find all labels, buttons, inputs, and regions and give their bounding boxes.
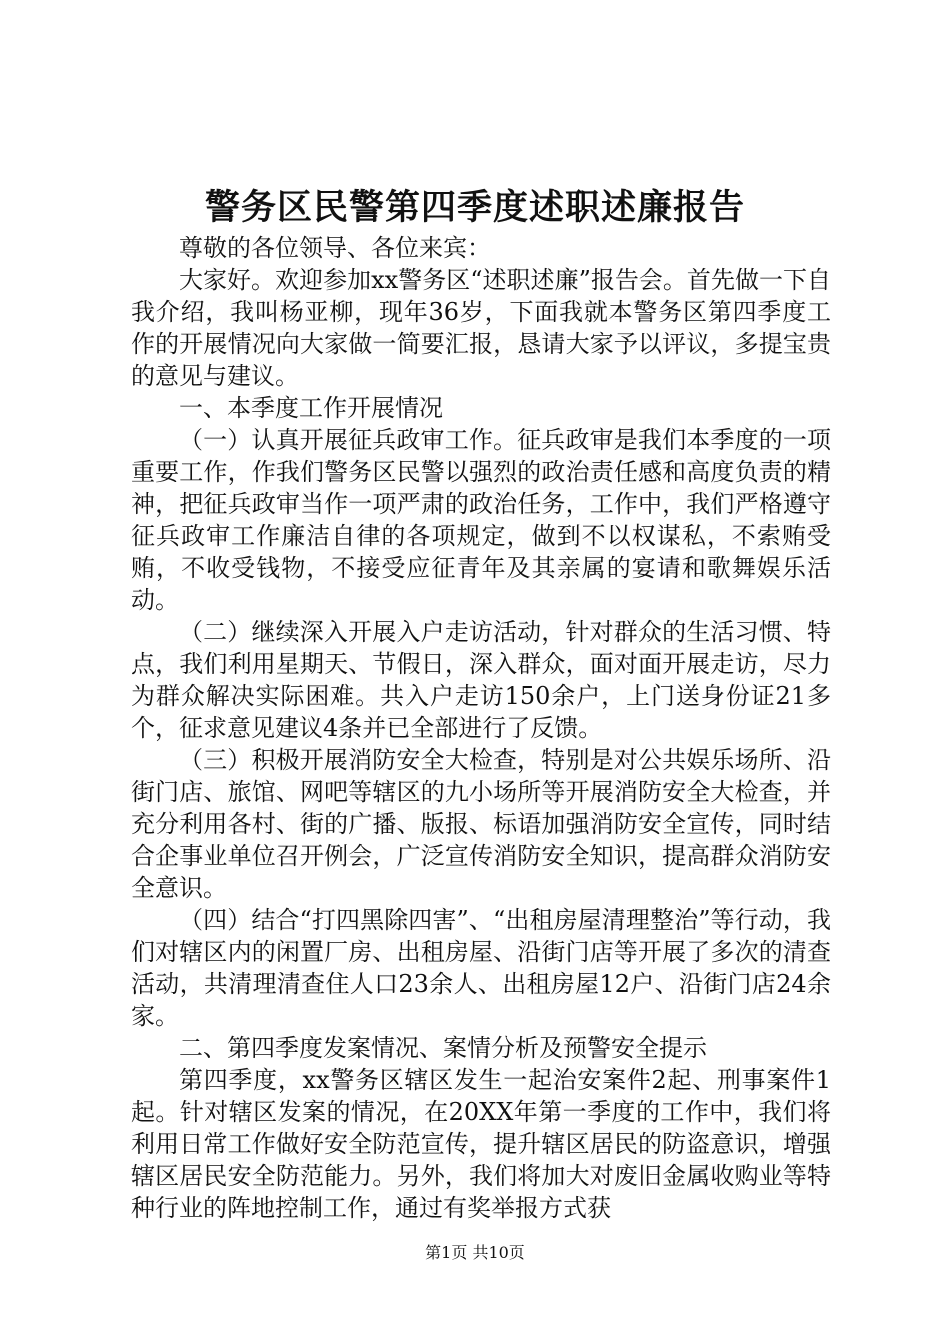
body-paragraph: （三）积极开展消防安全大检查，特别是对公共娱乐场所、沿街门店、旅馆、网吧等辖区的九小场所等开展消防安全大检查，并充分利用各村、街的广播、版报、标语加强消防安全宣传，同时结合企事业单位召开例会，广泛宣传消防安全知识，提高群众消防安全意识。 <box>131 746 831 902</box>
section-heading-2: 二、第四季度发案情况、案情分析及预警安全提示 <box>179 1034 707 1062</box>
body-paragraph: （四）结合“打四黑除四害”、“出租房屋清理整治”等行动，我们对辖区内的闲置厂房、出租房屋、沿街门店等开展了多次的清查活动，共清理清查住人口23余人、出租房屋12户、沿街门店24余家。 <box>131 906 831 1030</box>
section-heading-1: 一、本季度工作开展情况 <box>179 394 443 422</box>
body-paragraph: 第四季度，xx警务区辖区发生一起治安案件2起、刑事案件1起。针对辖区发案的情况，在20XX年第一季度的工作中，我们将利用日常工作做好安全防范宣传，提升辖区居民的防盗意识，增强辖区居民安全防范能力。另外，我们将加大对废旧金属收购业等特种行业的阵地控制工作，通过有奖举报方式获 <box>131 1066 831 1222</box>
intro-paragraph: 大家好。欢迎参加xx警务区“述职述廉”报告会。首先做一下自我介绍，我叫杨亚柳，现年36岁，下面我就本警务区第四季度工作的开展情况向大家做一简要汇报，恳请大家予以评议，多提宝贵的意见与建议。 <box>131 266 831 390</box>
document-body <box>131 232 831 1224</box>
document-title: 警务区民警第四季度述职述廉报告 <box>204 187 745 228</box>
page-number-footer: 第1页 共10页 <box>425 1243 525 1262</box>
body-paragraph: （一）认真开展征兵政审工作。征兵政审是我们本季度的一项重要工作，作我们警务区民警以强烈的政治责任感和高度负责的精神，把征兵政审当作一项严肃的政治任务，工作中，我们严格遵守征兵政审工作廉洁自律的各项规定，做到不以权谋私，不索贿受贿，不收受钱物，不接受应征青年及其亲属的宴请和歌舞娱乐活动。 <box>131 426 831 614</box>
salutation-paragraph: 尊敬的各位领导、各位来宾： <box>179 234 491 262</box>
body-paragraph: （二）继续深入开展入户走访活动，针对群众的生活习惯、特点，我们利用星期天、节假日，深入群众，面对面开展走访，尽力为群众解决实际困难。共入户走访150余户，上门送身份证21多个，征求意见建议4条并已全部进行了反馈。 <box>131 618 831 742</box>
